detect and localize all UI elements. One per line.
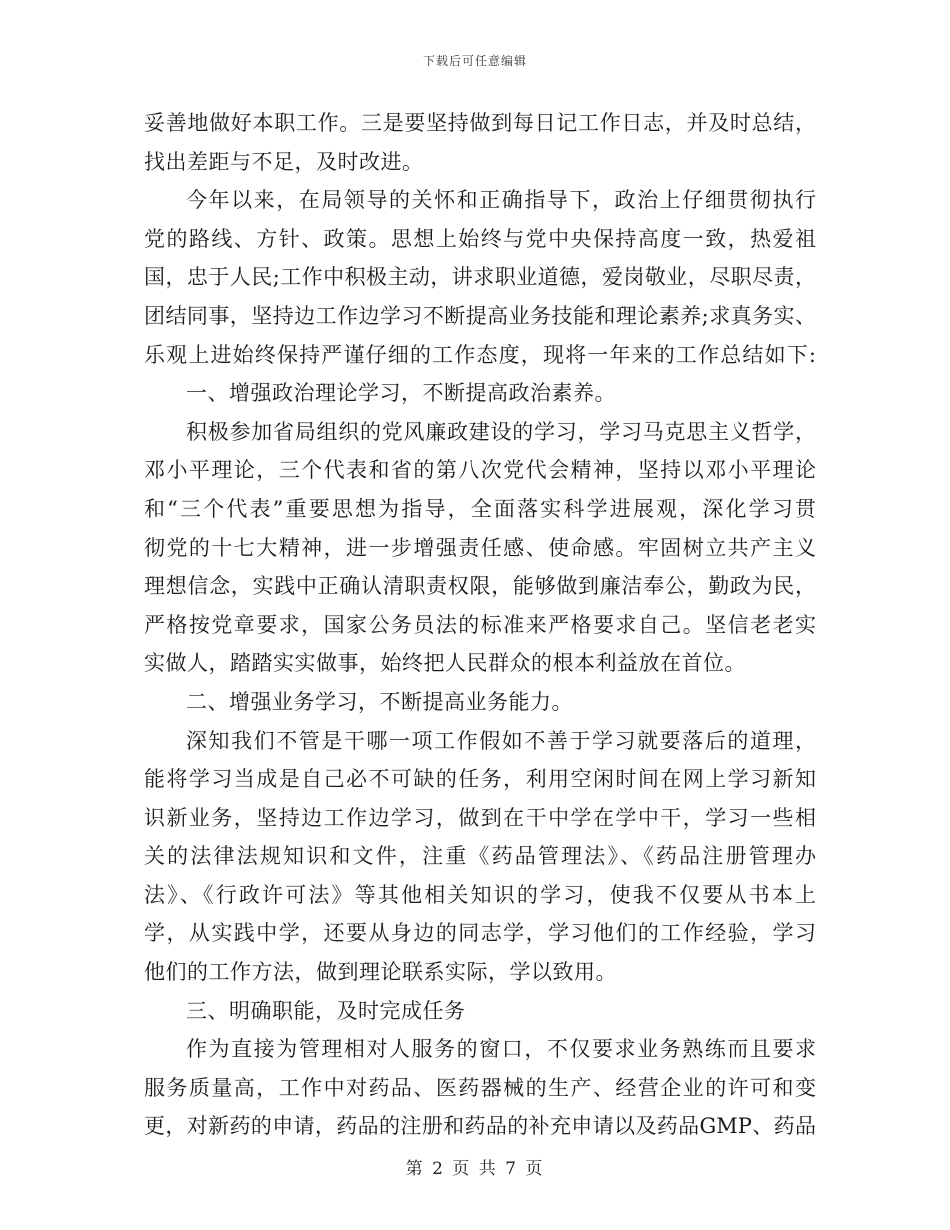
body-line: 邓小平理论，三个代表和省的第八次党代会精神，坚持以邓小平理论 <box>144 458 816 483</box>
page-header: 下载后可任意编辑 <box>422 54 527 68</box>
body-line: 妥善地做好本职工作。三是要坚持做到每日记工作日志，并及时总结， <box>144 111 816 135</box>
body-line: 理想信念，实践中正确认清职责权限，能够做到廉洁奉公，勤政为民， <box>144 574 816 599</box>
body-line: 学，从实践中学，还要从身边的同志学，学习他们的工作经验，学习 <box>144 921 816 946</box>
body-line: 国，忠于人民;工作中积极主动，讲求职业道德，爱岗敬业，尽职尽责， <box>144 265 816 290</box>
paragraph-start-line: 深知我们不管是干哪一项工作假如不善于学习就要落后的道理， <box>186 728 816 753</box>
body-line: 党的路线、方针、政策。思想上始终与党中央保持高度一致，热爱祖 <box>144 226 816 251</box>
body-line: 法》、《行政许可法》等其他相关知识的学习，使我不仅要从书本上 <box>144 882 816 907</box>
body-line: 找出差距与不足，及时改进。 <box>144 149 424 174</box>
body-line: 团结同事，坚持边工作边学习不断提高业务技能和理论素养;求真务实、 <box>144 303 816 328</box>
body-line: 服务质量高，工作中对药品、医药器械的生产、经营企业的许可和变 <box>144 1075 816 1100</box>
paragraph-start-line: 积极参加省局组织的党风廉政建设的学习，学习马克思主义哲学， <box>186 419 816 444</box>
paragraph-start-line: 今年以来，在局领导的关怀和正确指导下，政治上仔细贯彻执行 <box>186 188 816 213</box>
body-line: 和“三个代表”重要思想为指导，全面落实科学进展观，深化学习贯 <box>144 496 816 521</box>
body-line: 能将学习当成是自己必不可缺的任务，利用空闲时间在网上学习新知 <box>144 767 816 792</box>
section-heading: 一、增强政治理论学习，不断提高政治素养。 <box>186 381 616 406</box>
document-body <box>144 104 816 1146</box>
body-line: 严格按党章要求，国家公务员法的标准来严格要求自己。坚信老老实 <box>144 612 816 637</box>
body-line: 关的法律法规知识和文件，注重《药品管理法》、《药品注册管理办 <box>144 844 816 869</box>
section-heading: 三、明确职能，及时完成任务 <box>186 998 466 1023</box>
body-line: 乐观上进始终保持严谨仔细的工作态度，现将一年来的工作总结如下: <box>144 342 816 367</box>
body-line: 彻党的十七大精神，进一步增强责任感、使命感。牢固树立共产主义 <box>144 535 816 560</box>
page-number-footer: 第 2 页 共 7 页 <box>405 1159 545 1179</box>
body-line: 他们的工作方法，做到理论联系实际，学以致用。 <box>144 960 617 985</box>
paragraph-start-line: 作为直接为管理相对人服务的窗口，不仅要求业务熟练而且要求 <box>186 1037 816 1062</box>
body-line: 实做人，踏踏实实做事，始终把人民群众的根本利益放在首位。 <box>144 651 746 676</box>
body-line: 更，对新药的申请，药品的注册和药品的补充申请以及药品GMP、药品 <box>144 1114 816 1139</box>
section-heading: 二、增强业务学习，不断提高业务能力。 <box>186 689 573 714</box>
body-line: 识新业务，坚持边工作边学习，做到在干中学在学中干，学习一些相 <box>144 805 816 830</box>
